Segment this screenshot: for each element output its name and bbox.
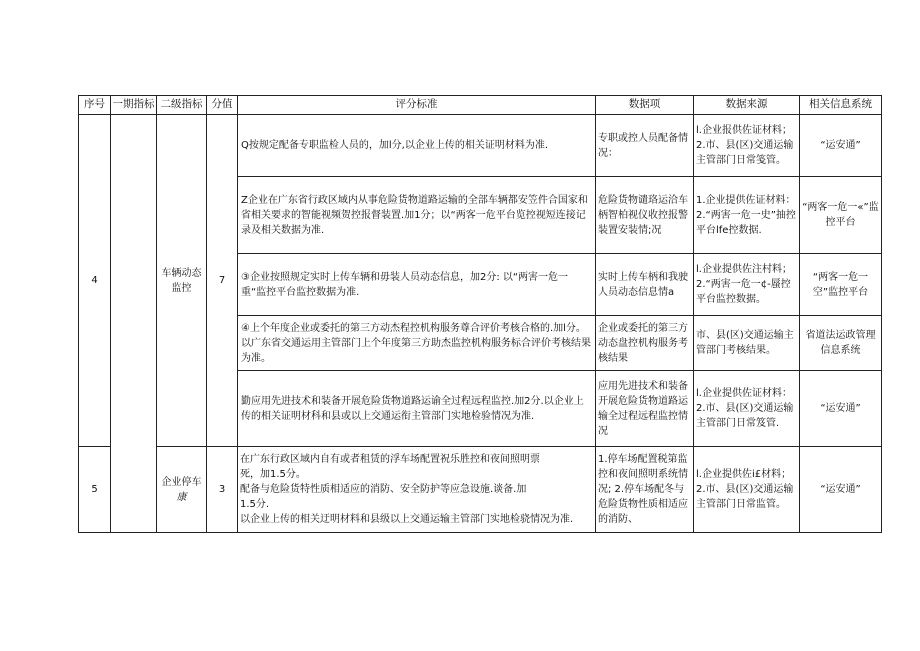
header-level1: 一期指标 xyxy=(111,96,157,115)
criteria-cell: ③企业按照规定实时上传车辆和毋装人员动态信息，加2分: 以“两害一危一重“监控平台监控数据为准. xyxy=(238,254,596,316)
data-source-cell: l.企业报供佐证材料；2.市、县(区)交通运输主管部门日常笺管。 xyxy=(694,115,800,177)
criteria-line: 死，加1.5分。 xyxy=(240,469,306,480)
header-seq: 序号 xyxy=(79,96,111,115)
scoring-table xyxy=(78,95,882,533)
level2-main: 企业停车 xyxy=(161,476,202,488)
criteria-line: 以企业上传的相关迂明材料和县级以上交通运输主管部门实地检骁情况为准. xyxy=(240,514,574,525)
data-source-cell: l.企业提供佐证材料：2.市、县(区)交通运输主管部门日常笈管. xyxy=(694,371,800,447)
criteria-cell: 勤应用先进技术和装备开展危险货物道路运谕全过程远程监控.加2分.以企业上传的相关证明材科和县或以上交通运衔主管部门实地检验情况为准. xyxy=(238,371,596,447)
table-row xyxy=(79,115,882,177)
header-system: 相关信息系统 xyxy=(800,96,882,115)
header-data-item: 数据项 xyxy=(596,96,694,115)
seq-cell: 5 xyxy=(79,447,111,533)
data-item-cell: 专职或控人员配备情况： xyxy=(596,115,694,177)
data-source-cell: l.企业提供佐i£材料；2.市、县(区)交通运输主管部门日常监管。 xyxy=(694,447,800,533)
data-item-cell: 企业或委托的第三方动态盘控机构服务考核结果 xyxy=(596,316,694,371)
criteria-cell: ④上个年度企业或委托的第三方动杰程控机构服务尊合评价考核合格的.加l分。以广东省交通运用主管部门上个年度第三方助杰监控机构服务标合评价考核结果为准。 xyxy=(238,316,596,371)
level1-cell xyxy=(111,115,157,533)
header-row xyxy=(79,96,882,115)
data-source-cell: 市、县(区)交通运输主管部门考核结果。 xyxy=(694,316,800,371)
score-cell: 7 xyxy=(207,115,238,447)
header-score: 分值 xyxy=(207,96,238,115)
header-data-source: 数据来源 xyxy=(694,96,800,115)
data-source-cell: 1.企业提供佐证材料：2.“两害一危一史”抽控平台lfe控数据. xyxy=(694,177,800,254)
system-cell: 省道法运政管理信息系统 xyxy=(800,316,882,371)
seq-cell: 4 xyxy=(79,115,111,447)
system-cell: “两客一危一空”监控平台 xyxy=(800,254,882,316)
level2-cell xyxy=(157,447,207,533)
data-item-cell: 危险货物谴珞运洽车柄智柏视仪收控报警装置安装情;况 xyxy=(596,177,694,254)
score-cell: 3 xyxy=(207,447,238,533)
level2-cell: 车辆动态监控 xyxy=(157,115,207,447)
table-row xyxy=(79,447,882,533)
criteria-line: 在广东行政区域内自有或者租赁的浮车场配置祝乐胜控和夜间照明票 xyxy=(240,454,540,465)
header-level2: 二级指标 xyxy=(157,96,207,115)
data-item-cell: 实时上传车柄和我驶人员动态信息情a xyxy=(596,254,694,316)
criteria-line: 配备与危险货特性质相适应的消防、安全防护等应急设施.谈备.加 xyxy=(240,484,527,495)
criteria-cell xyxy=(238,447,596,533)
data-source-cell: l.企业提供佐注村料；2.“两害一危一¢-蜃控平台监控数据。 xyxy=(694,254,800,316)
level2-sub: 康 xyxy=(176,491,187,503)
data-item-cell: 应用先进技术和装备开展危险货物道路运输全过程远程监控情况 xyxy=(596,371,694,447)
criteria-line: 1.5分. xyxy=(240,499,270,510)
criteria-cell: Z企业在广东省行政区域内从事危险货物道路运输的全部车辆都安笠件合国家和省相关要求的智能视频贺控报督装置.加1分；以“两客一危平台览控视短连接记录及相关数据为准. xyxy=(238,177,596,254)
criteria-cell: Q按规定配备专职监检人员的，加l分,以企业上传的相关证明材料为准. xyxy=(238,115,596,177)
system-cell: “运安通” xyxy=(800,447,882,533)
system-cell: “运安通” xyxy=(800,115,882,177)
header-criteria: 评分标准 xyxy=(238,96,596,115)
data-item-cell: 1.停车场配置税第监控和夜间照明系统情况; 2.停车场配冬与危险货物性质相适应的消防、 xyxy=(596,447,694,533)
system-cell: “运安通” xyxy=(800,371,882,447)
system-cell: “两客一危一«”监控平台 xyxy=(800,177,882,254)
